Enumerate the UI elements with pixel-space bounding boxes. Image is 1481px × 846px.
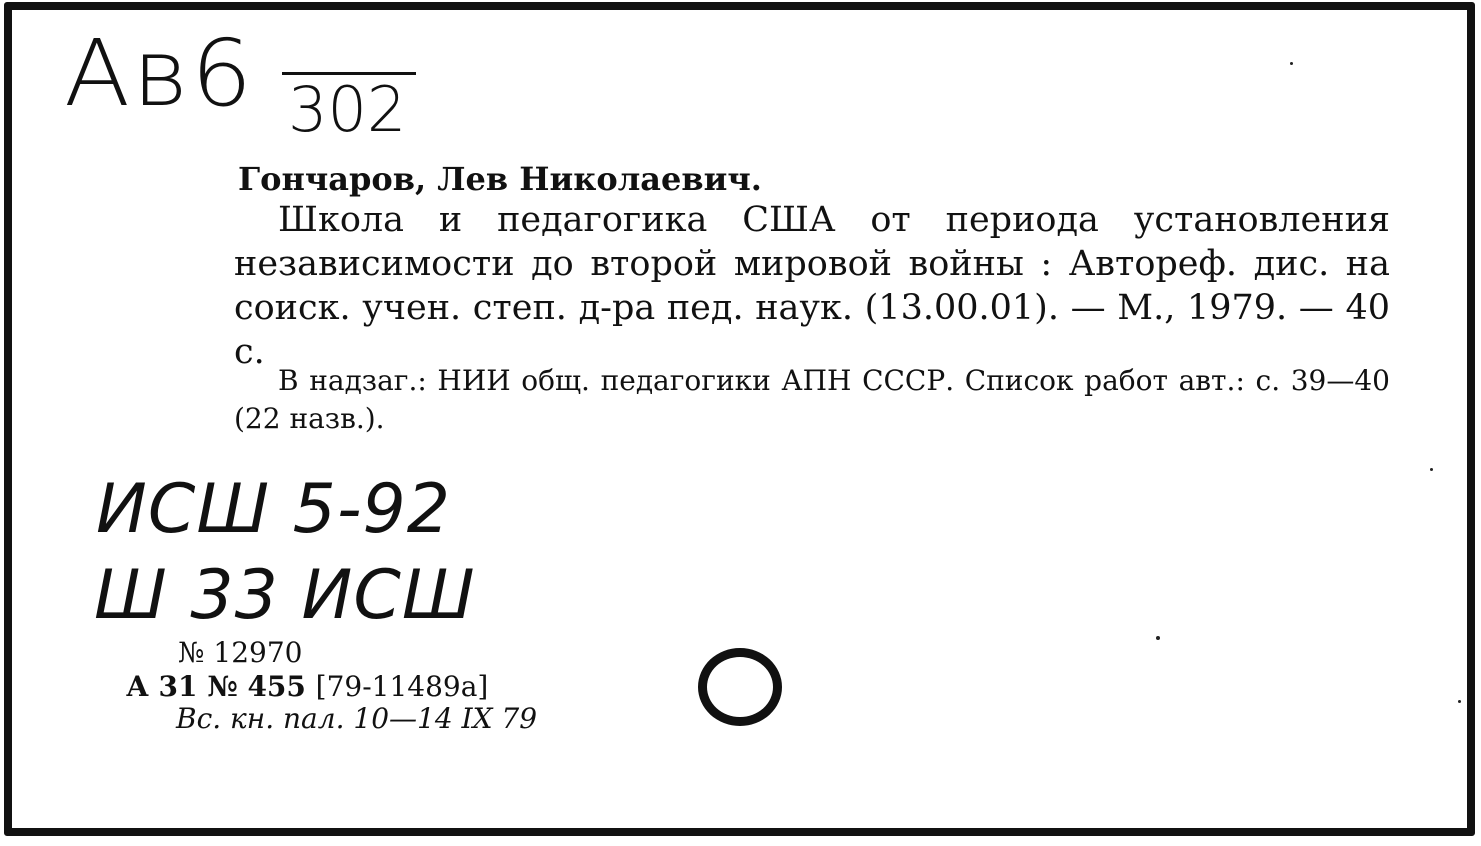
handwritten-shelf-mark-2: Ш 33 ИСШ <box>94 556 476 635</box>
record-reference <box>126 670 488 703</box>
title-description: Школа и педагогика США от периода установления независимости до второй мировой войны : Автореф. дис. на соиск. учен. степ. д-ра пед. наук. (13.00.01). — М., 1979. — 40 с. <box>234 200 1390 372</box>
handwritten-shelf-mark-1: ИСШ 5-92 <box>96 470 452 549</box>
call-number-sub: 302 <box>282 72 416 142</box>
record-ref-bracket: [79-11489а] <box>315 670 489 703</box>
record-ref-code: А 31 № 455 <box>126 670 306 703</box>
punch-hole-icon <box>698 648 782 726</box>
print-info: Вс. кн. пал. 10—14 IX 79 <box>176 702 538 735</box>
record-number: № 12970 <box>178 636 303 669</box>
ink-speck <box>1430 468 1433 471</box>
author-heading: Гончаров, Лев Николаевич. <box>238 160 762 198</box>
ink-speck <box>1290 62 1293 65</box>
ink-speck <box>1156 636 1160 640</box>
ink-speck <box>1458 700 1461 703</box>
call-number-main: Ав6 <box>64 20 255 127</box>
bibliographic-note: В надзаг.: НИИ общ. педагогики АПН СССР. Список работ авт.: с. 39—40 (22 назв.). <box>234 364 1390 435</box>
